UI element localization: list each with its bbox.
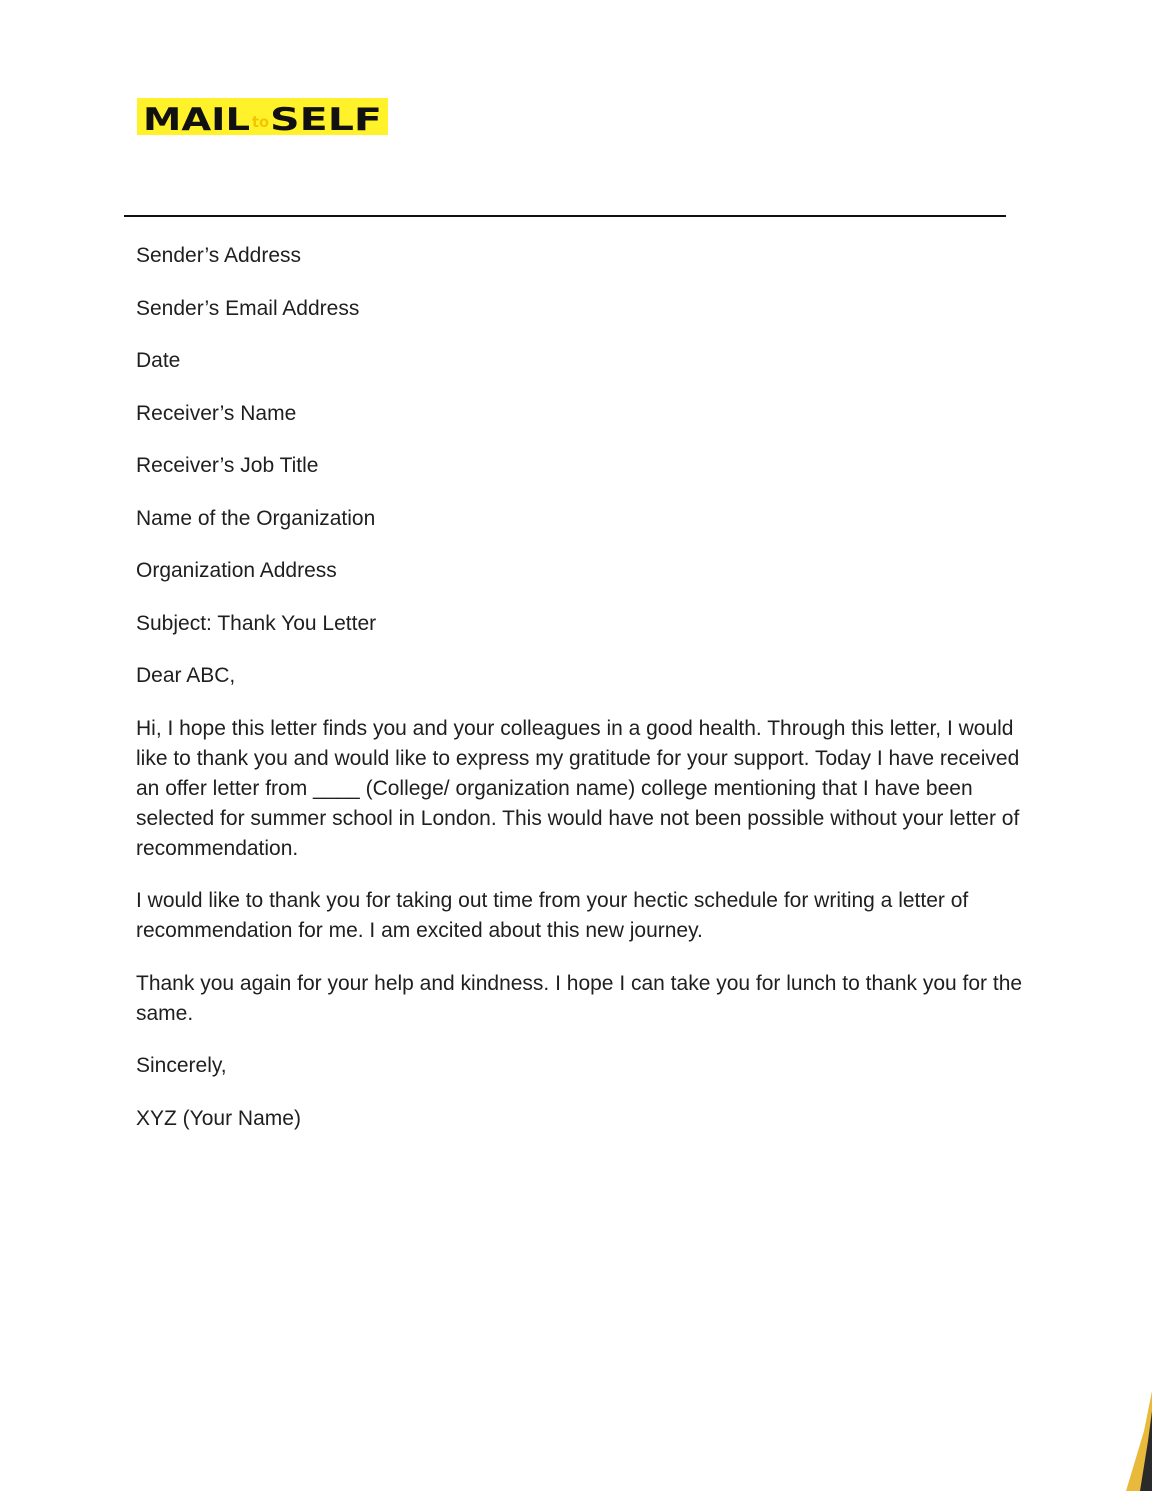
- letter-subject: Subject: Thank You Letter: [136, 611, 377, 635]
- salutation: Dear ABC,: [136, 664, 236, 687]
- closing: Sincerely,: [136, 1054, 227, 1077]
- organization-address: Organization Address: [136, 559, 337, 582]
- header-divider: [124, 215, 1006, 217]
- mail-to-self-logo: [137, 98, 388, 135]
- receivers-job-title: Receiver’s Job Title: [136, 454, 319, 477]
- body-paragraph: I would like to thank you for taking out time from your hectic schedule for writing a letter of recommendation for me. I am excited about this new journey.: [136, 889, 969, 942]
- svg-text:to: to: [252, 113, 269, 131]
- svg-text:SELF: SELF: [270, 102, 382, 135]
- corner-decoration: [1122, 1391, 1152, 1491]
- organization-name: Name of the Organization: [136, 506, 376, 530]
- body-paragraph: Thank you again for your help and kindness. I hope I can take you for lunch to thank you for the same.: [136, 971, 1023, 1025]
- letter-body: [136, 241, 1026, 1156]
- receivers-name: Receiver’s Name: [136, 401, 297, 425]
- body-paragraph: Hi, I hope this letter finds you and your colleagues in a good health. Through this letter, I would like to thank you and would like to express my gratitude for your support. Today I have received an offer letter from ____ (College/ organization name) college mentioning that I have been selected for summer school in London. This would have not been possible without your letter of recommendation.: [136, 716, 1020, 860]
- signature: XYZ (Your Name): [136, 1106, 301, 1130]
- senders-address: Sender’s Address: [136, 244, 301, 267]
- letter-date: Date: [136, 349, 181, 372]
- senders-email: Sender’s Email Address: [136, 296, 360, 320]
- svg-text:MAIL: MAIL: [143, 102, 250, 135]
